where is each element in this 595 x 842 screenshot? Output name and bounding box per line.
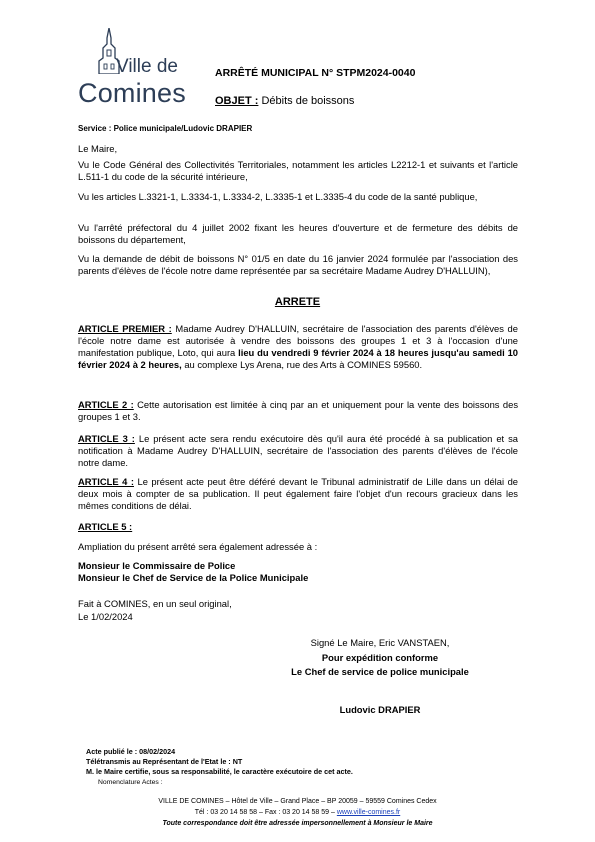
logo-line-2: Comines [78,78,186,108]
article-4-label: ARTICLE 4 : [78,476,134,487]
object-text: Débits de boissons [258,95,355,107]
article-1-text-a: Madame Audrey D'HALLUIN, secrétaire de l'association des parents d'élèves de l'école notre dame est autorisée à vendre des boissons des groupes 1 et 3 à l'occasion d'une manifestation publique, Loto, qui aura [78,323,518,358]
recipient-2: Monsieur le Chef de Service de la Police Municipale [78,572,309,583]
article-1-text-c: au complexe Lys Arena, rue des Arts à COMINES 59560. [181,359,423,370]
footer-contact [0,808,595,818]
article-2-text: Cette autorisation est limitée à cinq par an et uniquement pour la vente des boissons des groupes 1 et 3. [78,399,519,422]
fait-a: Fait à COMINES, en un seul original, [78,598,232,609]
article-1 [78,323,518,371]
article-4 [78,476,518,512]
article-3 [78,433,518,469]
vu-paragraph-1: Vu le Code Général des Collectivités Territoriales, notamment les articles L2212-1 et suivants et l'article L.511-1 du code de la sécurité intérieure, [78,159,518,182]
website-link[interactable]: www.ville-comines.fr [336,809,401,816]
footer-correspondence: Toute correspondance doit être adressée impersonnellement à Monsieur le Maire [162,820,433,827]
object-label: OBJET : [215,95,259,107]
article-4-text: Le présent acte peut être déféré devant le Tribunal administratif de Lille dans un délai de deux mois à compter de sa publication. Il peut également faire l'objet d'un recours gracieux dans les mêmes conditions de délai. [78,476,518,511]
transmitted-line: Télétransmis au Représentant de l'Etat le : NT [86,757,243,766]
nomenclature-line: Nomenclature Actes : [98,779,163,786]
signature-line-2: Pour expédition conforme [321,652,439,663]
date-line: Le 1/02/2024 [78,611,133,622]
article-1-dates: lieu du vendredi 9 février 2024 à 18 heures jusqu'au samedi 10 février 2024 à 2 heures, [78,347,519,370]
logo-line-1: Ville de [116,56,178,77]
article-3-label: ARTICLE 3 : [78,433,135,444]
arrete-heading: ARRETE [274,296,321,308]
ville-de-comines-logo [78,28,198,108]
article-3-text: Le présent acte sera rendu exécutoire dès qu'il aura été procédé à sa publication et sa notification à Madame Audrey D'HALLUIN, secrétaire de l'association des parents d'élèves de l'école notre dame. [78,433,518,468]
vu-paragraph-4: Vu la demande de débit de boissons N° 01/5 en date du 16 janvier 2024 formulée par l'association des parents d'élèves de l'école notre dame représentée par sa secrétaire Madame Audrey D'HALLUIN), [78,253,518,276]
published-date: Acte publié le : 08/02/2024 [86,747,176,756]
certify-line: M. le Maire certifie, sous sa responsabilité, le caractère exécutoire de cet acte. [86,767,353,776]
footer-phone: Tél : 03 20 14 58 58 – Fax : 03 20 14 58 59 – [194,809,337,816]
article-5 [78,521,518,533]
signature-line-1: Signé Le Maire, Eric VANSTAEN, [310,637,450,648]
vu-paragraph-3: Vu l'arrêté préfectoral du 4 juillet 2002 fixant les heures d'ouverture et de fermeture des débits de boissons du département, [78,222,518,245]
signatory-name: Ludovic DRAPIER [339,704,421,715]
greeting: Le Maire, [78,143,118,154]
article-2 [78,399,518,423]
article-2-label: ARTICLE 2 : [78,399,134,410]
footer-address: VILLE DE COMINES – Hôtel de Ville – Grand Place – BP 20059 – 59559 Comines Cedex [158,798,437,805]
signature-line-3: Le Chef de service de police municipale [291,666,469,677]
decree-title: ARRÊTÉ MUNICIPAL N° STPM2024-0040 [215,67,416,79]
ampliation: Ampliation du présent arrêté sera également adressée à : [78,541,318,552]
service-line: Service : Police municipale/Ludovic DRAPIER [78,124,253,133]
article-1-label: ARTICLE PREMIER : [78,323,172,334]
article-5-label: ARTICLE 5 : [78,521,133,532]
decree-object [215,95,354,107]
recipient-1: Monsieur le Commissaire de Police [78,560,236,571]
vu-paragraph-2: Vu les articles L.3321-1, L.3334-1, L.3334-2, L.3335-1 et L.3335-4 du code de la santé publique, [78,191,478,202]
